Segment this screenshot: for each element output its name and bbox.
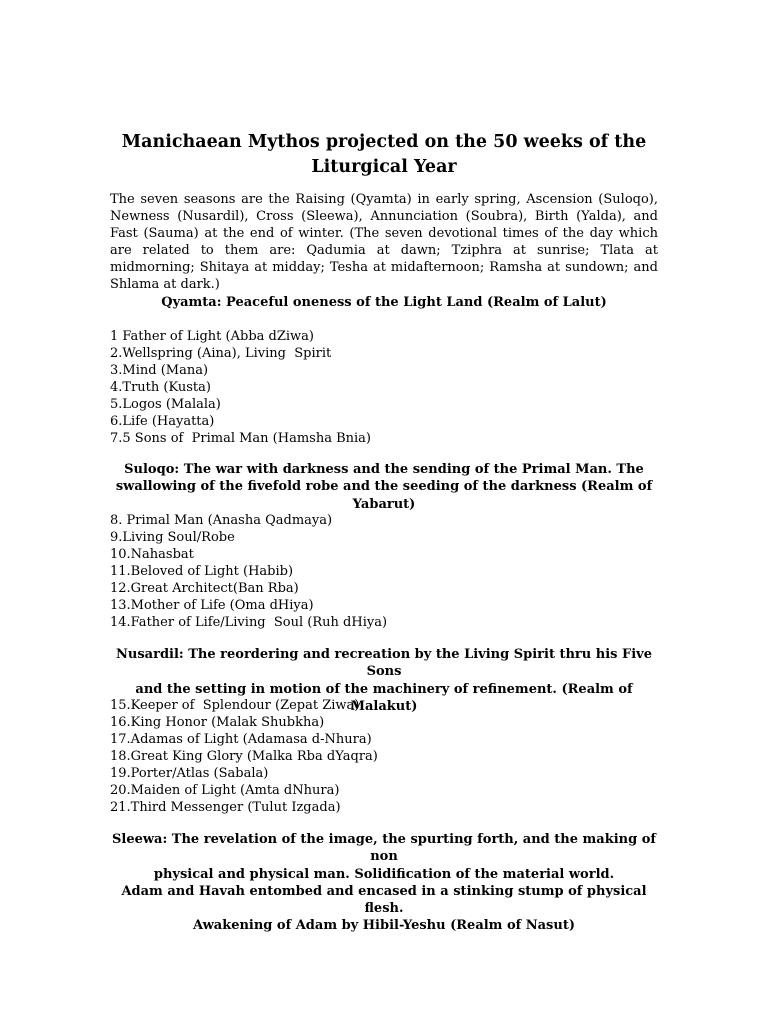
list-item: 9.Living Soul/Robe [110,530,235,545]
section-list-qyamta [110,328,658,447]
list-item: 18.Great King Glory (Malka Rba dYaqra) [110,749,378,764]
heading-line: physical and physical man. Solidification of the material world. [153,866,615,882]
heading-line: Sleewa: The revelation of the image, the spurting forth, and the making of non [112,832,656,865]
list-item: 12.Great Architect(Ban Rba) [110,581,299,596]
heading-line: Adam and Havah entombed and encased in a stinking stump of physical flesh. [121,883,647,917]
list-item: 17.Adamas of Light (Adamasa d-Nhura) [110,732,372,747]
section-heading-sleewa [110,831,658,935]
heading-line: Suloqo: The war with darkness and the sending of the Primal Man. The [124,462,644,477]
list-item: 11.Beloved of Light (Habib) [110,564,294,579]
list-item: 14.Father of Life/Living Soul (Ruh dHiya) [110,615,388,630]
heading-line: and the setting in motion of the machinery of refinement. (Realm of Malakut) [135,681,633,714]
heading-line: Nusardil: The reordering and recreation by the Living Spirit thru his Five Sons [116,647,652,680]
list-item: 13.Mother of Life (Oma dHiya) [110,598,314,613]
list-item: 20.Maiden of Light (Amta dNhura) [110,783,340,798]
heading-line: Qyamta: Peaceful oneness of the Light Land (Realm of Lalut) [161,295,607,310]
intro-paragraph: The seven seasons are the Raising (Qyamta) in early spring, Ascension (Suloqo), Newness (Nusardil), Cross (Sleewa), Annunciation (Soubra), Birth (Yalda), and Fast (Sauma) at the end of winter. (The seven devotional times of the day which are related to them are: Qadumia at dawn; Tziphra at sunrise; Tlata at midmorning; Shitaya at midday; Tesha at midafternoon; Ramsha at sundown; and Shlama at dark.) [110,192,658,292]
list-item: 19.Porter/Atlas (Sabala) [110,766,269,781]
list-item: 16.King Honor (Malak Shubkha) [110,715,325,730]
section-list-suloqo [110,512,658,631]
list-item: 1 Father of Light (Abba dZiwa) [110,329,314,344]
list-item: 5.Logos (Malala) [110,397,221,412]
section-heading-qyamta [110,294,658,311]
list-item: 15.Keeper of Splendour (Zepat Ziwa) [110,698,360,713]
list-item: 21.Third Messenger (Tulut Izgada) [110,800,341,815]
list-item: 8. Primal Man (Anasha Qadmaya) [110,513,333,528]
list-item: 10.Nahasbat [110,547,194,562]
list-item: 6.Life (Hayatta) [110,414,215,429]
list-item: 4.Truth (Kusta) [110,380,211,395]
list-item: 7.5 Sons of Primal Man (Hamsha Bnia) [110,431,371,446]
title-line-1: Manichaean Mythos projected on the 50 weeks of the [121,132,647,152]
heading-line: swallowing of the fivefold robe and the seeding of the darkness (Realm of Yabarut) [115,479,653,512]
heading-line: Awakening of Adam by Hibil-Yeshu (Realm of Nasut) [193,918,575,934]
section-list-nusardil [110,697,658,816]
title-line-2: Liturgical Year [311,157,457,177]
list-item: 2.Wellspring (Aina), Living Spirit [110,346,332,361]
list-item: 3.Mind (Mana) [110,363,209,378]
section-heading-suloqo [110,461,658,513]
document-title [110,130,658,180]
